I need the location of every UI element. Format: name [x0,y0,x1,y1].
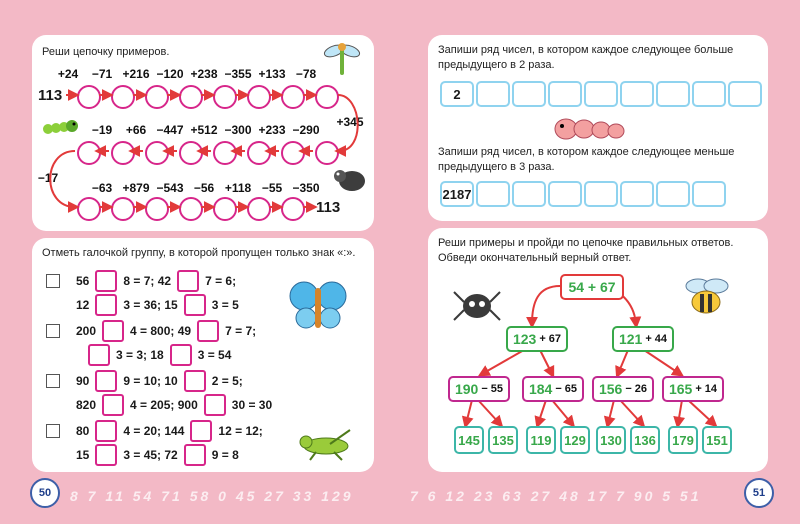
operand: 3 = 54 [197,348,232,362]
answer-leaf[interactable]: 119 [526,426,556,454]
example-line [76,270,236,292]
sequence-first-value: 2187 [440,181,474,207]
operand: 4 = 205; 900 [130,398,198,412]
tree-node[interactable] [612,326,674,352]
sign-box[interactable] [95,294,117,316]
chain-op: −63 [91,181,113,195]
operand: 3 = 5 [211,298,239,312]
operand: 3 = 36; 15 [123,298,178,312]
sign-box[interactable] [88,344,110,366]
answer-leaf[interactable]: 130 [596,426,626,454]
example-line [82,344,231,366]
chain-op: −56 [193,181,215,195]
operand: 80 [76,424,90,438]
sequence-box[interactable] [620,181,654,207]
operand: 4 = 20; 144 [123,424,185,438]
sign-box[interactable] [177,270,199,292]
chain-op: −19 [91,123,113,137]
tree-instruction: Реши примеры и пройди по цепочке правильных ответов. Обведи окончательный верный ответ. [438,237,734,264]
operand: 12 [76,298,90,312]
bee-illustration [678,274,734,318]
chain-op: −290 [292,123,320,137]
tree-node[interactable] [506,326,568,352]
sign-box[interactable] [190,420,212,442]
tree-node[interactable] [662,376,724,402]
sign-box[interactable] [95,270,117,292]
tree-card [428,228,768,472]
sequence-box[interactable] [584,81,618,107]
chain-op: +216 [122,67,150,81]
sequence-box[interactable] [692,81,726,107]
chain-op: −55 [261,181,283,195]
sequence-box[interactable] [476,81,510,107]
group-checkbox[interactable] [46,374,60,388]
sign-box[interactable] [95,370,117,392]
chain-op: +133 [258,67,286,81]
answer-leaf[interactable]: 136 [630,426,660,454]
chain-op: +238 [190,67,218,81]
node-operation: + 67 [539,333,562,345]
operand: 2 = 5; [211,374,243,388]
answer-leaf[interactable]: 151 [702,426,732,454]
operand: 8 = 7; 42 [123,274,172,288]
sequence-box[interactable] [512,181,546,207]
decorative-numbers: 8 7 11 54 71 58 0 45 27 33 129 [70,488,354,504]
sequence-box[interactable] [548,181,582,207]
chain-start-number: 113 [38,87,63,104]
chain-op: +118 [224,181,252,195]
node-operation: − 65 [555,383,578,395]
chain-op: −78 [295,67,317,81]
page-number-left: 50 [30,478,60,508]
chain-op: −350 [292,181,320,195]
group-checkbox[interactable] [46,424,60,438]
node-operation: + 14 [695,383,718,395]
chain-op: +24 [57,67,79,81]
sign-box[interactable] [95,420,117,442]
sign-box[interactable] [102,320,124,342]
node-value: 123 [512,331,537,347]
chain-op: +512 [190,123,218,137]
example-line [76,420,263,442]
tree-root-node [560,274,624,300]
operand: 9 = 10; 10 [123,374,178,388]
chain-op: +879 [122,181,150,195]
node-value: 156 [598,381,623,397]
sequence-box[interactable] [656,81,690,107]
node-value: 121 [618,331,643,347]
sequence-card [428,35,768,221]
answer-leaf[interactable]: 145 [454,426,484,454]
answer-leaf[interactable]: 135 [488,426,518,454]
sign-box[interactable] [197,320,219,342]
chain-op: −447 [156,123,184,137]
chain-op: +66 [125,123,147,137]
chain-card [32,35,374,231]
node-operation: − 55 [481,383,504,395]
example-line [76,444,239,466]
third-instruction: Запиши ряд чисел, в котором каждое следующее меньше предыдущего в 3 раза. [438,146,735,173]
node-operation: + 44 [645,333,668,345]
example-line [76,370,243,392]
example-line [76,394,272,416]
chain-op: −120 [156,67,184,81]
sequence-box[interactable] [728,81,762,107]
sequence-box[interactable] [656,181,690,207]
sign-card [32,238,374,472]
connector-op: +345 [336,115,364,129]
sign-box[interactable] [184,370,206,392]
node-operation: − 26 [625,383,648,395]
operand: 3 = 45; 72 [123,448,178,462]
node-value: 165 [668,381,693,397]
sequence-first-value: 2 [440,81,474,107]
node-expression: 54 + 67 [568,279,616,295]
sequence-box[interactable] [692,181,726,207]
operand: 30 = 30 [231,398,273,412]
sign-instruction: Отметь галочкой группу, в которой пропущен только знак «:». [42,247,356,259]
operand: 15 [76,448,90,462]
tree-node[interactable] [448,376,510,402]
example-line [76,320,256,342]
chain-end-number: 113 [316,199,341,216]
sequence-box[interactable] [548,81,582,107]
sequence-box[interactable] [512,81,546,107]
operand: 12 = 12; [218,424,263,438]
chain-op: −355 [224,67,252,81]
sequence-box[interactable] [476,181,510,207]
grasshopper-illustration [296,426,356,462]
sign-box[interactable] [102,394,124,416]
operand: 90 [76,374,90,388]
operand: 56 [76,274,90,288]
operand: 4 = 800; 49 [130,324,192,338]
operand: 7 = 7; [225,324,257,338]
group-checkbox[interactable] [46,324,60,338]
spider-illustration [452,284,502,328]
operand: 200 [76,324,97,338]
sign-box[interactable] [170,344,192,366]
node-value: 190 [454,381,479,397]
chain-op: −71 [91,67,113,81]
sequence-box[interactable] [584,181,618,207]
chain-arrows [32,35,374,231]
double-instruction: Запиши ряд чисел, в котором каждое следующее больше предыдущего в 2 раза. [438,44,734,71]
node-value: 184 [528,381,553,397]
tree-node[interactable] [522,376,584,402]
chain-op: −543 [156,181,184,195]
tree-node[interactable] [592,376,654,402]
example-line [76,294,239,316]
answer-leaf[interactable]: 129 [560,426,590,454]
sign-box[interactable] [184,294,206,316]
page-number-right: 51 [744,478,774,508]
butterfly-illustration [288,278,348,334]
decorative-numbers: 7 6 12 23 63 27 48 17 7 90 5 51 [410,488,702,504]
sign-box[interactable] [95,444,117,466]
operand: 820 [76,398,97,412]
chain-instruction: Реши цепочку примеров. [42,46,170,58]
worm-illustration [552,115,632,141]
sign-box[interactable] [204,394,226,416]
operand: 3 = 3; 18 [116,348,164,362]
chain-op: −300 [224,123,252,137]
group-checkbox[interactable] [46,274,60,288]
answer-leaf[interactable]: 179 [668,426,698,454]
chain-op: +233 [258,123,286,137]
connector-op: −17 [37,171,59,185]
sign-box[interactable] [184,444,206,466]
sequence-box[interactable] [620,81,654,107]
operand: 7 = 6; [205,274,237,288]
operand: 9 = 8 [211,448,239,462]
